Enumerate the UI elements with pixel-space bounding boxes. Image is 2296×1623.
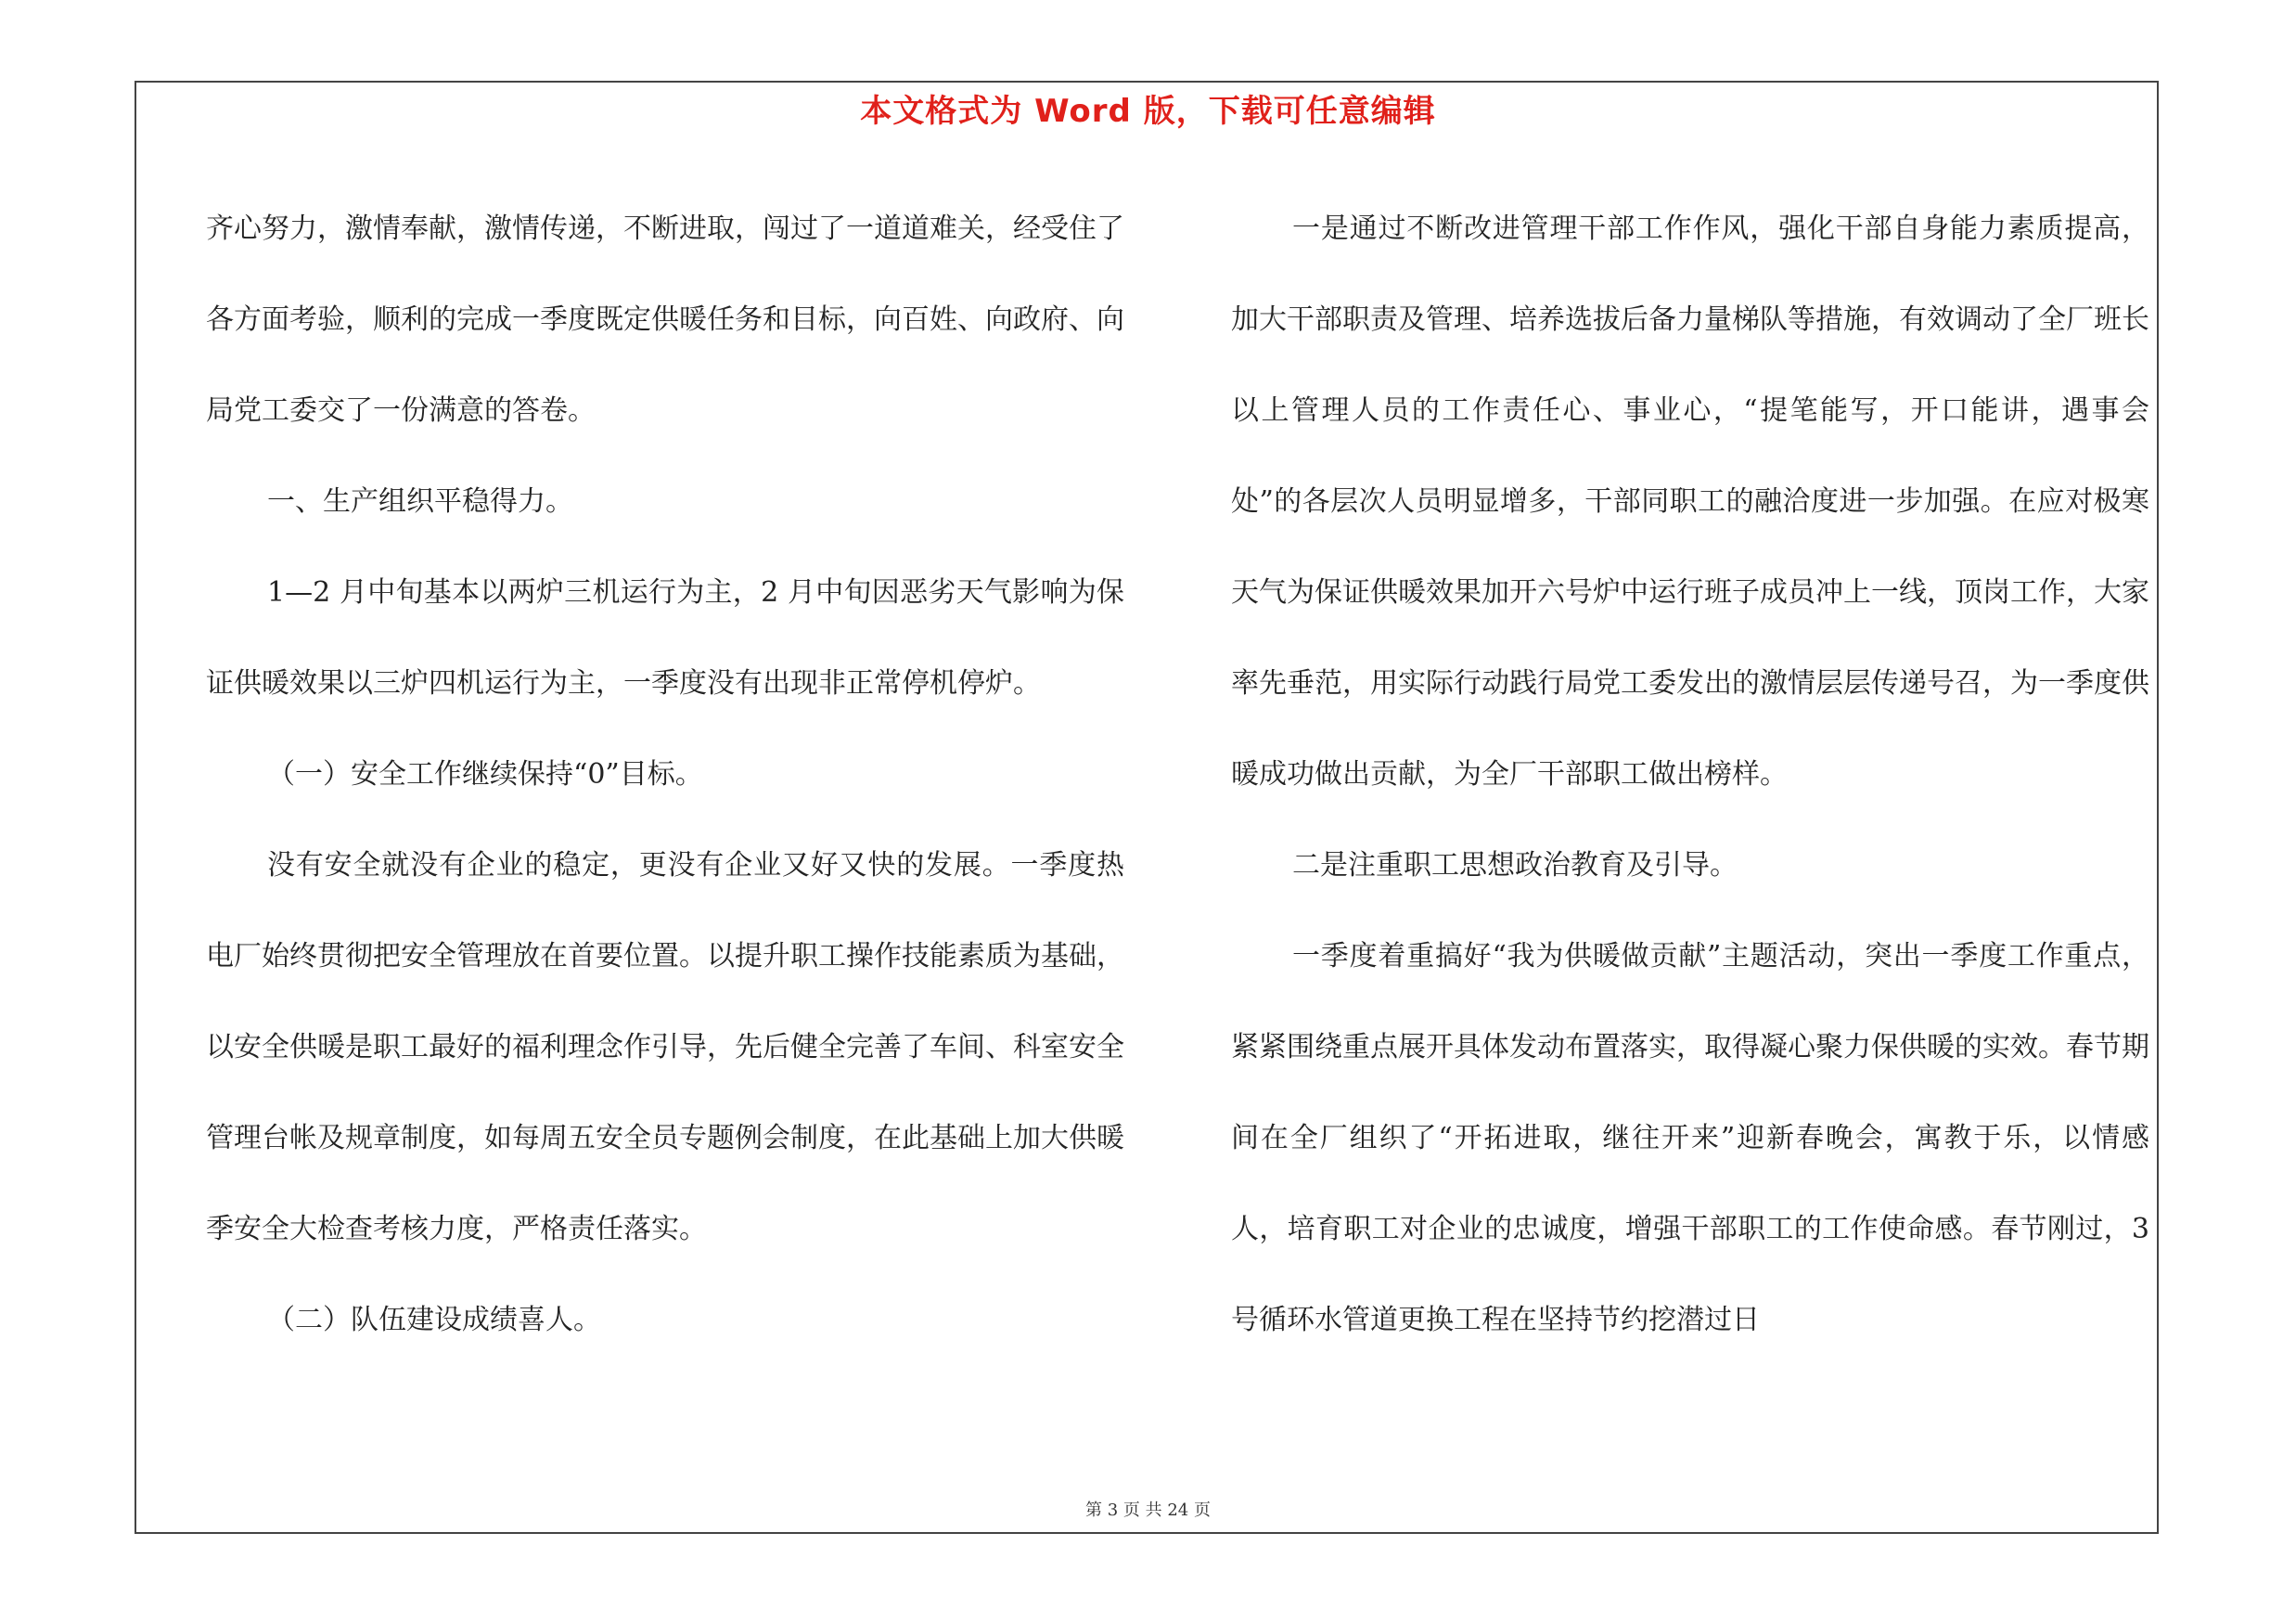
word-format-banner: 本文格式为 Word 版，下载可任意编辑 <box>860 93 1436 130</box>
subsection-heading: （一）安全工作继续保持“0”目标。 <box>267 758 703 791</box>
paragraph: 齐心努力，激情奉献，激情传递，不断进取，闯过了一道道难关，经受住了各方面考验，顺利的完成一季度既定供暖任务和目标，向百姓、向政府、向局党工委交了一份满意的答卷。 <box>206 213 1124 427</box>
right-text-column <box>1231 184 2149 1366</box>
subsection-heading: （二）队伍建设成绩喜人。 <box>267 1304 601 1336</box>
left-text-column <box>206 184 1124 1366</box>
paragraph: 一季度着重搞好“我为供暖做贡献”主题活动，突出一季度工作重点，紧紧围绕重点展开具体发动布置落实，取得凝心聚力保供暖的实效。春节期间在全厂组织了“开拓进取，继往开来”迎新春晚会，寓教于乐，以情感人，培育职工对企业的忠诚度，增强干部职工的工作使命感。春节刚过，3 号循环水管道更换工程在坚持节约挖潜过日 <box>1231 940 2149 1336</box>
page-number: 第 3 页 共 24 页 <box>1085 1501 1211 1520</box>
paragraph: 一是通过不断改进管理干部工作作风，强化干部自身能力素质提高，加大干部职责及管理、培养选拔后备力量梯队等措施，有效调动了全厂班长以上管理人员的工作责任心、事业心，“提笔能写，开口能讲，遇事会处”的各层次人员明显增多，干部同职工的融洽度进一步加强。在应对极寒天气为保证供暖效果加开六号炉中运行班子成员冲上一线，顶岗工作，大家率先垂范，用实际行动践行局党工委发出的激情层层传递号召，为一季度供暖成功做出贡献，为全厂干部职工做出榜样。 <box>1231 213 2149 791</box>
section-heading: 一、生产组织平稳得力。 <box>267 485 573 518</box>
paragraph: 1—2 月中旬基本以两炉三机运行为主，2 月中旬因恶劣天气影响为保证供暖效果以三炉四机运行为主，一季度没有出现非正常停机停炉。 <box>206 576 1124 700</box>
paragraph: 没有安全就没有企业的稳定，更没有企业又好又快的发展。一季度热电厂始终贯彻把安全管理放在首要位置。以提升职工操作技能素质为基础，以安全供暖是职工最好的福利理念作引导，先后健全完善了车间、科室安全管理台帐及规章制度，如每周五安全员专题例会制度，在此基础上加大供暖季安全大检查考核力度，严格责任落实。 <box>206 849 1124 1245</box>
paragraph: 二是注重职工思想政治教育及引导。 <box>1292 849 1738 882</box>
